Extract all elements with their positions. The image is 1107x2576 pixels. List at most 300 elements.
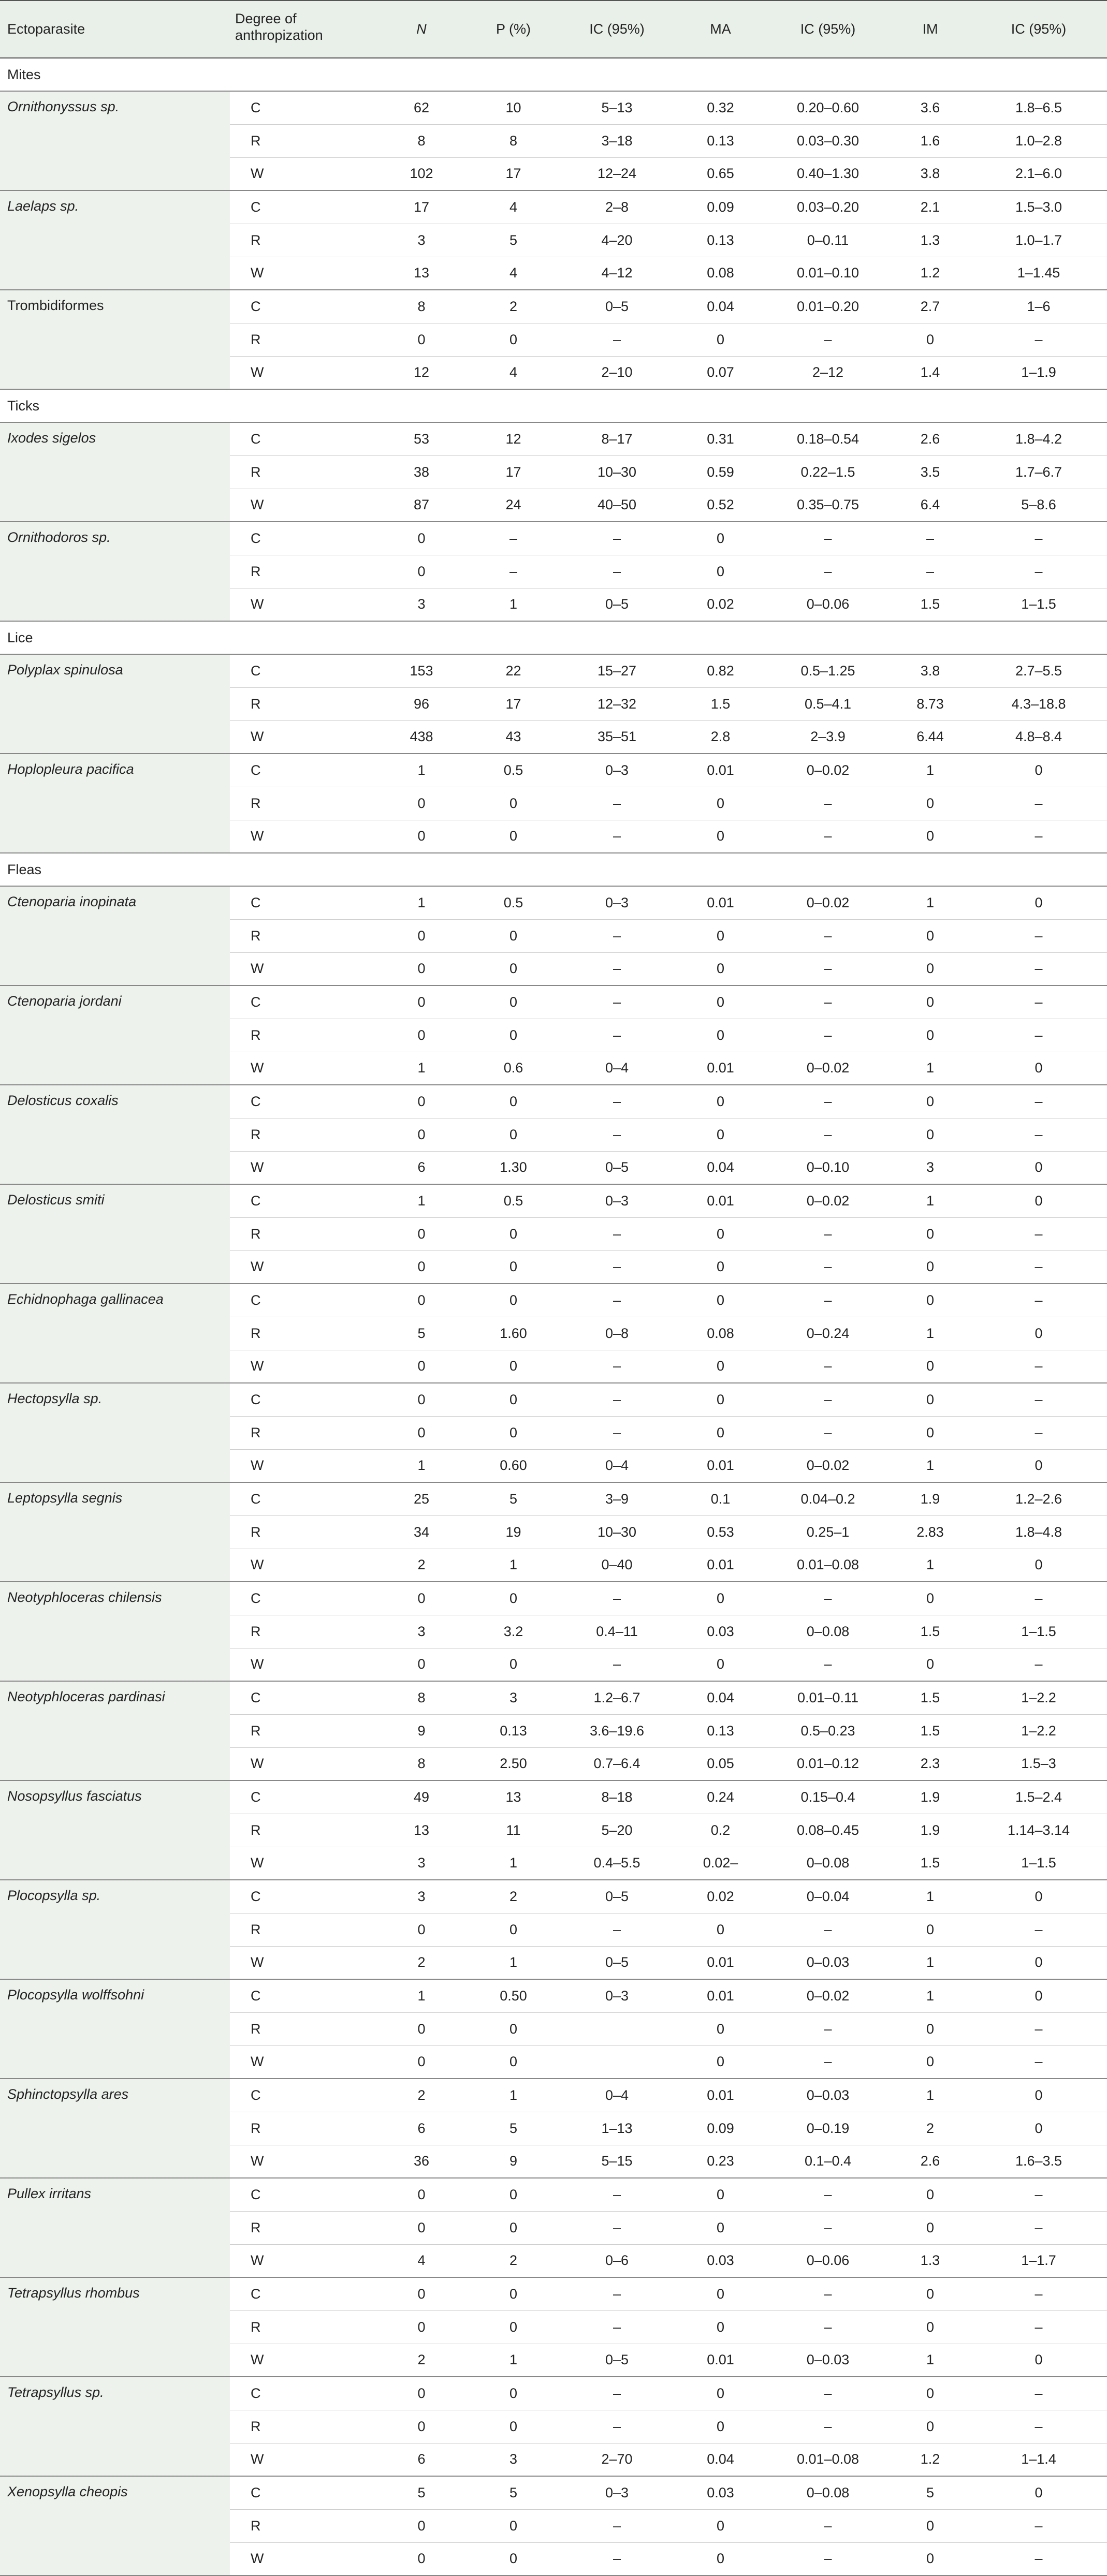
- cell-n: 438: [375, 720, 468, 754]
- cell-ic-p: –: [559, 2178, 675, 2211]
- cell-ic-im: 1–6: [970, 290, 1107, 323]
- cell-p: 0: [468, 323, 559, 356]
- cell-ic-ma: –: [766, 787, 890, 820]
- cell-ma: 0.31: [675, 422, 766, 455]
- cell-ic-im: 1.5–3: [970, 1747, 1107, 1780]
- cell-n: 1: [375, 1979, 468, 2012]
- header-im: IM: [890, 1, 970, 58]
- cell-ic-im: –: [970, 1118, 1107, 1151]
- cell-p: 0: [468, 2310, 559, 2344]
- cell-ic-im: –: [970, 2211, 1107, 2244]
- cell-im: 3: [890, 1151, 970, 1184]
- cell-ic-p: 3–9: [559, 1482, 675, 1515]
- cell-p: 0: [468, 2410, 559, 2443]
- cell-ic-p: –: [559, 787, 675, 820]
- cell-n: 0: [375, 555, 468, 588]
- cell-im: 1.3: [890, 224, 970, 257]
- species-name: Ixodes sigelos: [0, 422, 230, 522]
- cell-p: 1: [468, 2079, 559, 2112]
- cell-n: 102: [375, 157, 468, 190]
- cell-degree: W: [230, 1946, 375, 1979]
- cell-ma: 0.02: [675, 1880, 766, 1913]
- cell-degree: R: [230, 323, 375, 356]
- cell-n: 8: [375, 1747, 468, 1780]
- cell-ma: 0.32: [675, 91, 766, 124]
- cell-ic-p: 10–30: [559, 1515, 675, 1549]
- cell-ic-p: –: [559, 555, 675, 588]
- cell-im: 1.4: [890, 356, 970, 389]
- table-row: [0, 2476, 1107, 2509]
- cell-ic-ma: –: [766, 555, 890, 588]
- cell-ic-p: 0–40: [559, 1549, 675, 1582]
- cell-ic-ma: –: [766, 2377, 890, 2410]
- cell-n: 53: [375, 422, 468, 455]
- cell-p: 8: [468, 124, 559, 157]
- cell-n: 34: [375, 1515, 468, 1549]
- cell-ic-p: –: [559, 1118, 675, 1151]
- cell-p: 2: [468, 1880, 559, 1913]
- cell-p: 0: [468, 1582, 559, 1615]
- cell-ma: 0: [675, 1416, 766, 1449]
- cell-p: 1: [468, 588, 559, 621]
- cell-im: 1.9: [890, 1780, 970, 1814]
- cell-ma: 0.02: [675, 588, 766, 621]
- cell-ic-ma: 0.25–1: [766, 1515, 890, 1549]
- cell-degree: C: [230, 1284, 375, 1317]
- cell-degree: R: [230, 2410, 375, 2443]
- cell-ic-ma: 0.35–0.75: [766, 489, 890, 522]
- cell-ic-im: 0: [970, 1880, 1107, 1913]
- cell-degree: C: [230, 422, 375, 455]
- cell-degree: C: [230, 1085, 375, 1118]
- cell-degree: R: [230, 1317, 375, 1350]
- cell-p: 13: [468, 1780, 559, 1814]
- cell-ic-p: 3.6–19.6: [559, 1714, 675, 1747]
- cell-ic-ma: 0.5–0.23: [766, 1714, 890, 1747]
- cell-n: 6: [375, 1151, 468, 1184]
- cell-ma: 0: [675, 787, 766, 820]
- cell-p: 0: [468, 1217, 559, 1250]
- cell-n: 96: [375, 687, 468, 720]
- cell-n: 8: [375, 1681, 468, 1714]
- cell-ic-im: 0: [970, 1052, 1107, 1085]
- cell-ic-im: –: [970, 1085, 1107, 1118]
- cell-p: 0.5: [468, 886, 559, 919]
- cell-im: 0: [890, 2410, 970, 2443]
- cell-ma: 0.59: [675, 455, 766, 489]
- cell-degree: W: [230, 1648, 375, 1681]
- cell-ic-p: –: [559, 1284, 675, 1317]
- cell-im: 0: [890, 2178, 970, 2211]
- cell-ic-p: 12–24: [559, 157, 675, 190]
- cell-ic-im: –: [970, 2045, 1107, 2079]
- cell-ic-p: –: [559, 1648, 675, 1681]
- cell-ma: 2.8: [675, 720, 766, 754]
- cell-ic-p: 3–18: [559, 124, 675, 157]
- species-name: Laelaps sp.: [0, 190, 230, 290]
- group-label: Mites: [0, 58, 1107, 91]
- cell-im: 1.3: [890, 2244, 970, 2277]
- cell-ic-ma: 0.20–0.60: [766, 91, 890, 124]
- cell-ic-p: –: [559, 1582, 675, 1615]
- cell-im: 1.5: [890, 588, 970, 621]
- cell-ic-p: –: [559, 985, 675, 1019]
- header-n: N: [375, 1, 468, 58]
- cell-p: 10: [468, 91, 559, 124]
- cell-p: 1: [468, 2344, 559, 2377]
- cell-ic-p: 8–18: [559, 1780, 675, 1814]
- cell-ic-im: –: [970, 787, 1107, 820]
- cell-ic-ma: –: [766, 1019, 890, 1052]
- cell-n: 4: [375, 2244, 468, 2277]
- cell-im: 1.2: [890, 2443, 970, 2476]
- header-ma: MA: [675, 1, 766, 58]
- table-row: [0, 1184, 1107, 1217]
- cell-im: 1: [890, 1979, 970, 2012]
- cell-p: 2: [468, 2244, 559, 2277]
- cell-ma: 0.01: [675, 886, 766, 919]
- cell-ma: 0.01: [675, 1449, 766, 1482]
- cell-ic-ma: 0–0.10: [766, 1151, 890, 1184]
- cell-ma: 0.08: [675, 257, 766, 290]
- cell-degree: R: [230, 555, 375, 588]
- cell-ma: 0.01: [675, 1184, 766, 1217]
- cell-im: 0: [890, 1085, 970, 1118]
- cell-ic-im: 0: [970, 2112, 1107, 2145]
- cell-n: 49: [375, 1780, 468, 1814]
- header-ic-im: IC (95%): [970, 1, 1107, 58]
- cell-ic-im: –: [970, 1648, 1107, 1681]
- cell-ic-ma: 0–0.08: [766, 2476, 890, 2509]
- cell-ic-ma: –: [766, 1217, 890, 1250]
- cell-ic-ma: –: [766, 1648, 890, 1681]
- cell-degree: W: [230, 1549, 375, 1582]
- cell-im: 0: [890, 1217, 970, 1250]
- cell-ic-ma: 0.01–0.08: [766, 2443, 890, 2476]
- cell-degree: R: [230, 1118, 375, 1151]
- cell-ma: 0.01: [675, 2079, 766, 2112]
- cell-im: 0: [890, 323, 970, 356]
- cell-degree: R: [230, 1913, 375, 1946]
- cell-n: 0: [375, 2509, 468, 2542]
- cell-n: 0: [375, 919, 468, 952]
- cell-n: 0: [375, 323, 468, 356]
- cell-im: 0: [890, 1284, 970, 1317]
- cell-n: 0: [375, 2045, 468, 2079]
- cell-ma: 0.08: [675, 1317, 766, 1350]
- cell-ic-ma: 0–0.08: [766, 1615, 890, 1648]
- cell-im: 0: [890, 2377, 970, 2410]
- cell-ic-p: 15–27: [559, 654, 675, 687]
- cell-degree: R: [230, 124, 375, 157]
- cell-ic-p: 5–15: [559, 2145, 675, 2178]
- cell-n: 2: [375, 1946, 468, 1979]
- cell-ic-p: –: [559, 323, 675, 356]
- cell-degree: W: [230, 2344, 375, 2377]
- cell-ic-im: 0: [970, 2079, 1107, 2112]
- species-name: Trombidiformes: [0, 290, 230, 389]
- cell-degree: C: [230, 1681, 375, 1714]
- cell-p: 17: [468, 687, 559, 720]
- cell-ic-p: 4–12: [559, 257, 675, 290]
- cell-ic-p: 10–30: [559, 455, 675, 489]
- cell-ic-ma: –: [766, 2045, 890, 2079]
- cell-im: 3.6: [890, 91, 970, 124]
- cell-ma: 0: [675, 1648, 766, 1681]
- cell-p: 0.50: [468, 1979, 559, 2012]
- cell-im: 0: [890, 1118, 970, 1151]
- cell-ic-im: 1–1.7: [970, 2244, 1107, 2277]
- cell-ic-im: 1–1.9: [970, 356, 1107, 389]
- cell-im: –: [890, 555, 970, 588]
- cell-p: 0: [468, 2045, 559, 2079]
- table-body: [0, 58, 1107, 2575]
- cell-im: 1.9: [890, 1482, 970, 1515]
- cell-n: 9: [375, 1714, 468, 1747]
- cell-n: 1: [375, 1449, 468, 1482]
- cell-ic-im: 1.2–2.6: [970, 1482, 1107, 1515]
- cell-p: 0.5: [468, 1184, 559, 1217]
- cell-im: 1: [890, 1317, 970, 1350]
- cell-ma: 0: [675, 555, 766, 588]
- cell-ic-im: –: [970, 1350, 1107, 1383]
- cell-degree: R: [230, 1515, 375, 1549]
- cell-p: 12: [468, 422, 559, 455]
- cell-ic-ma: 0.18–0.54: [766, 422, 890, 455]
- cell-n: 2: [375, 2079, 468, 2112]
- table-row: [0, 654, 1107, 687]
- cell-ic-ma: 0–0.02: [766, 1052, 890, 1085]
- group-row: [0, 621, 1107, 654]
- cell-ic-ma: –: [766, 2277, 890, 2310]
- cell-ic-p: 0–5: [559, 588, 675, 621]
- header-ic-ma: IC (95%): [766, 1, 890, 58]
- cell-ic-p: 2–70: [559, 2443, 675, 2476]
- cell-degree: C: [230, 1383, 375, 1416]
- cell-ic-im: 1–1.45: [970, 257, 1107, 290]
- cell-p: 0: [468, 2178, 559, 2211]
- cell-im: 0: [890, 1648, 970, 1681]
- cell-ic-ma: 0.03–0.20: [766, 190, 890, 224]
- table-row: [0, 2079, 1107, 2112]
- cell-n: 3: [375, 1880, 468, 1913]
- cell-degree: W: [230, 1052, 375, 1085]
- table-row: [0, 985, 1107, 1019]
- cell-ma: 0.04: [675, 1151, 766, 1184]
- cell-ic-ma: 0–0.02: [766, 886, 890, 919]
- table-row: [0, 1582, 1107, 1615]
- cell-ic-ma: –: [766, 2211, 890, 2244]
- cell-ic-ma: 0.5–1.25: [766, 654, 890, 687]
- cell-degree: C: [230, 654, 375, 687]
- cell-ma: 0: [675, 2310, 766, 2344]
- cell-im: 0: [890, 1019, 970, 1052]
- cell-p: 0: [468, 985, 559, 1019]
- cell-ma: 0.2: [675, 1814, 766, 1847]
- table-header: [0, 1, 1107, 58]
- cell-ic-im: 0: [970, 1449, 1107, 1482]
- cell-ic-im: 1–1.5: [970, 1615, 1107, 1648]
- cell-ic-im: 4.3–18.8: [970, 687, 1107, 720]
- cell-ma: 0: [675, 2509, 766, 2542]
- cell-ic-ma: 0.01–0.12: [766, 1747, 890, 1780]
- cell-n: 3: [375, 588, 468, 621]
- cell-n: 13: [375, 257, 468, 290]
- group-label: Lice: [0, 621, 1107, 654]
- cell-ic-im: 1.8–6.5: [970, 91, 1107, 124]
- cell-ic-im: 0: [970, 1151, 1107, 1184]
- cell-p: 1.30: [468, 1151, 559, 1184]
- table-row: [0, 1284, 1107, 1317]
- cell-im: 0: [890, 985, 970, 1019]
- cell-degree: R: [230, 919, 375, 952]
- group-label: Ticks: [0, 389, 1107, 422]
- cell-ic-p: 0–8: [559, 1317, 675, 1350]
- cell-p: 4: [468, 190, 559, 224]
- table-row: [0, 1085, 1107, 1118]
- cell-ma: 0: [675, 2012, 766, 2045]
- cell-ic-im: 0: [970, 1946, 1107, 1979]
- cell-n: 3: [375, 1615, 468, 1648]
- cell-n: 5: [375, 2476, 468, 2509]
- cell-n: 6: [375, 2112, 468, 2145]
- cell-ic-p: –: [559, 2377, 675, 2410]
- cell-degree: C: [230, 2079, 375, 2112]
- cell-ma: 0.01: [675, 754, 766, 787]
- cell-ic-ma: 0–0.24: [766, 1317, 890, 1350]
- cell-ic-im: 1.8–4.8: [970, 1515, 1107, 1549]
- cell-ma: 0.07: [675, 356, 766, 389]
- cell-p: 5: [468, 224, 559, 257]
- cell-ic-p: 0–4: [559, 2079, 675, 2112]
- cell-ic-ma: 0.40–1.30: [766, 157, 890, 190]
- cell-ic-im: –: [970, 2178, 1107, 2211]
- cell-ic-p: 1.2–6.7: [559, 1681, 675, 1714]
- cell-ic-ma: 0.1–0.4: [766, 2145, 890, 2178]
- cell-ic-im: –: [970, 2509, 1107, 2542]
- cell-ic-ma: 0–0.06: [766, 588, 890, 621]
- cell-ma: 0.13: [675, 124, 766, 157]
- cell-degree: W: [230, 157, 375, 190]
- cell-im: 0: [890, 2045, 970, 2079]
- cell-ma: 0.53: [675, 1515, 766, 1549]
- cell-ma: 0: [675, 2211, 766, 2244]
- species-name: Ornithonyssus sp.: [0, 91, 230, 190]
- cell-ma: 0.04: [675, 290, 766, 323]
- cell-n: 0: [375, 2410, 468, 2443]
- cell-p: 0.60: [468, 1449, 559, 1482]
- cell-n: 0: [375, 820, 468, 853]
- cell-im: 0: [890, 919, 970, 952]
- cell-degree: W: [230, 1151, 375, 1184]
- cell-degree: C: [230, 1979, 375, 2012]
- cell-p: 0: [468, 952, 559, 985]
- cell-ic-im: 1.8–4.2: [970, 422, 1107, 455]
- cell-ma: 0: [675, 2377, 766, 2410]
- cell-p: 0: [468, 2277, 559, 2310]
- cell-ma: 0: [675, 1383, 766, 1416]
- cell-n: 0: [375, 1217, 468, 1250]
- cell-ic-p: –: [559, 1383, 675, 1416]
- cell-n: 0: [375, 2277, 468, 2310]
- cell-degree: R: [230, 2211, 375, 2244]
- species-name: Neotyphloceras chilensis: [0, 1582, 230, 1681]
- cell-im: 1.5: [890, 1681, 970, 1714]
- species-name: Tetrapsyllus sp.: [0, 2377, 230, 2476]
- cell-ma: 0: [675, 1582, 766, 1615]
- cell-degree: C: [230, 1880, 375, 1913]
- cell-p: 9: [468, 2145, 559, 2178]
- cell-ma: 0: [675, 1913, 766, 1946]
- cell-ic-im: –: [970, 2542, 1107, 2575]
- cell-ic-im: –: [970, 323, 1107, 356]
- cell-ma: 0.52: [675, 489, 766, 522]
- cell-p: 0.13: [468, 1714, 559, 1747]
- group-row: [0, 853, 1107, 886]
- cell-im: 5: [890, 2476, 970, 2509]
- cell-n: 1: [375, 886, 468, 919]
- cell-ic-im: 0: [970, 2344, 1107, 2377]
- cell-n: 0: [375, 1085, 468, 1118]
- cell-ic-ma: 0.08–0.45: [766, 1814, 890, 1847]
- cell-im: 2.7: [890, 290, 970, 323]
- cell-ic-im: –: [970, 1416, 1107, 1449]
- cell-n: 0: [375, 1284, 468, 1317]
- cell-im: 1.5: [890, 1847, 970, 1880]
- cell-p: 1: [468, 1946, 559, 1979]
- cell-im: 2: [890, 2112, 970, 2145]
- cell-ic-p: –: [559, 1913, 675, 1946]
- cell-degree: W: [230, 1747, 375, 1780]
- cell-degree: C: [230, 2277, 375, 2310]
- cell-degree: W: [230, 588, 375, 621]
- cell-ic-p: 0–3: [559, 754, 675, 787]
- cell-ma: 0: [675, 1217, 766, 1250]
- cell-ic-im: –: [970, 1383, 1107, 1416]
- species-name: Hoplopleura pacifica: [0, 754, 230, 853]
- species-name: Plocopsylla wolffsohni: [0, 1979, 230, 2079]
- cell-p: 0: [468, 1913, 559, 1946]
- cell-ic-im: –: [970, 1019, 1107, 1052]
- cell-ic-ma: 0–0.02: [766, 1449, 890, 1482]
- header-prevalence: P (%): [468, 1, 559, 58]
- cell-degree: W: [230, 820, 375, 853]
- cell-ma: 0: [675, 952, 766, 985]
- cell-degree: W: [230, 2542, 375, 2575]
- cell-ic-im: 1.5–3.0: [970, 190, 1107, 224]
- cell-ic-ma: 0–0.11: [766, 224, 890, 257]
- cell-n: 0: [375, 1118, 468, 1151]
- cell-degree: W: [230, 952, 375, 985]
- cell-ic-p: –: [559, 1416, 675, 1449]
- cell-n: 1: [375, 1052, 468, 1085]
- cell-n: 0: [375, 2377, 468, 2410]
- cell-degree: W: [230, 1250, 375, 1284]
- cell-degree: R: [230, 1814, 375, 1847]
- species-name: Sphinctopsylla ares: [0, 2079, 230, 2178]
- cell-im: 0: [890, 820, 970, 853]
- cell-ic-ma: –: [766, 522, 890, 555]
- cell-ic-ma: 0–0.02: [766, 754, 890, 787]
- cell-p: 0: [468, 787, 559, 820]
- cell-ic-im: 2.1–6.0: [970, 157, 1107, 190]
- cell-ic-ma: –: [766, 985, 890, 1019]
- cell-n: 0: [375, 1019, 468, 1052]
- cell-im: 0: [890, 1350, 970, 1383]
- cell-ic-im: 5–8.6: [970, 489, 1107, 522]
- cell-ic-p: 0–5: [559, 1880, 675, 1913]
- cell-im: –: [890, 522, 970, 555]
